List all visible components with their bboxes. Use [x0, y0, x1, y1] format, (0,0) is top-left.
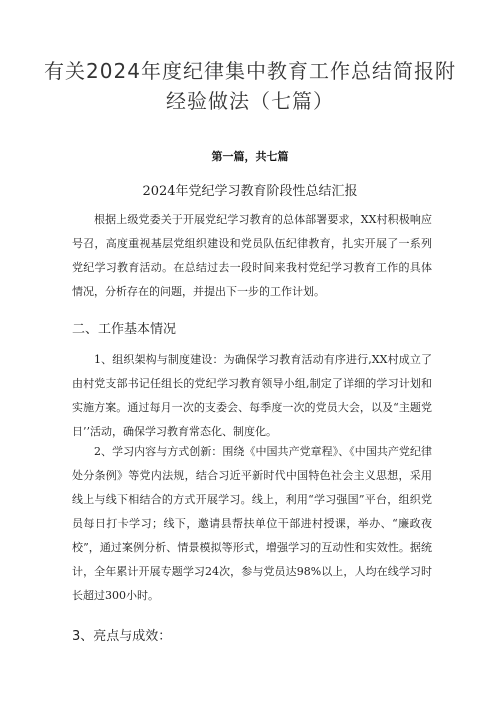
section-heading-highlights: 3、亮点与成效： — [72, 629, 172, 644]
paragraph-item-1: 1、组织架构与制度建设：为确保学习教育活动有序进行,XX村成立了由村党支部书记任组长的党纪学习教育领导小组,制定了详细的学习计划和实施方案。通过每月一次的支委会、每季度一次的党员大会，以及“主题党日’’活动，确保学习教育常态化、制度化。 — [72, 353, 432, 438]
intro-paragraph: 根据上级党委关于开展党纪学习教育的总体部署要求，XX村积极响应号召，高度重视基层党组织建设和党员队伍纪律教育，扎实开展了一系列党纪学习教育活动。在总结过去一段时间来我村党纪学习教育工作的具体情况，分析存在的问题，并提出下一步的工作计划。 — [72, 213, 432, 298]
paragraph-item-2: 2、学习内容与方式创新：围绕《中国共产党章程》、《中国共产党纪律处分条例》等党内法规，结合习近平新时代中国特色社会主义思想，采用线上与线下相结合的方式开展学习。线上，利用“学习强国”平台，组织党员每日打卡学习；线下，邀请县帮扶单位干部进村授课，举办、“廉政夜校”，通过案例分析、情景模拟等形式，增强学习的互动性和实效性。据统计，全年累计开展专题学习24次，参与党员达98%以上，人均在线学习时长超过300小时。 — [72, 445, 432, 602]
section-subtitle: 2024年党纪学习教育阶段性总结汇报 — [142, 184, 358, 199]
part-label: 第一篇，共七篇 — [211, 150, 289, 163]
section-heading-work-status: 二、工作基本情况 — [72, 322, 177, 337]
document-title: 有关2024年度纪律集中教育工作总结简报附经验做法（七篇） — [44, 59, 456, 113]
